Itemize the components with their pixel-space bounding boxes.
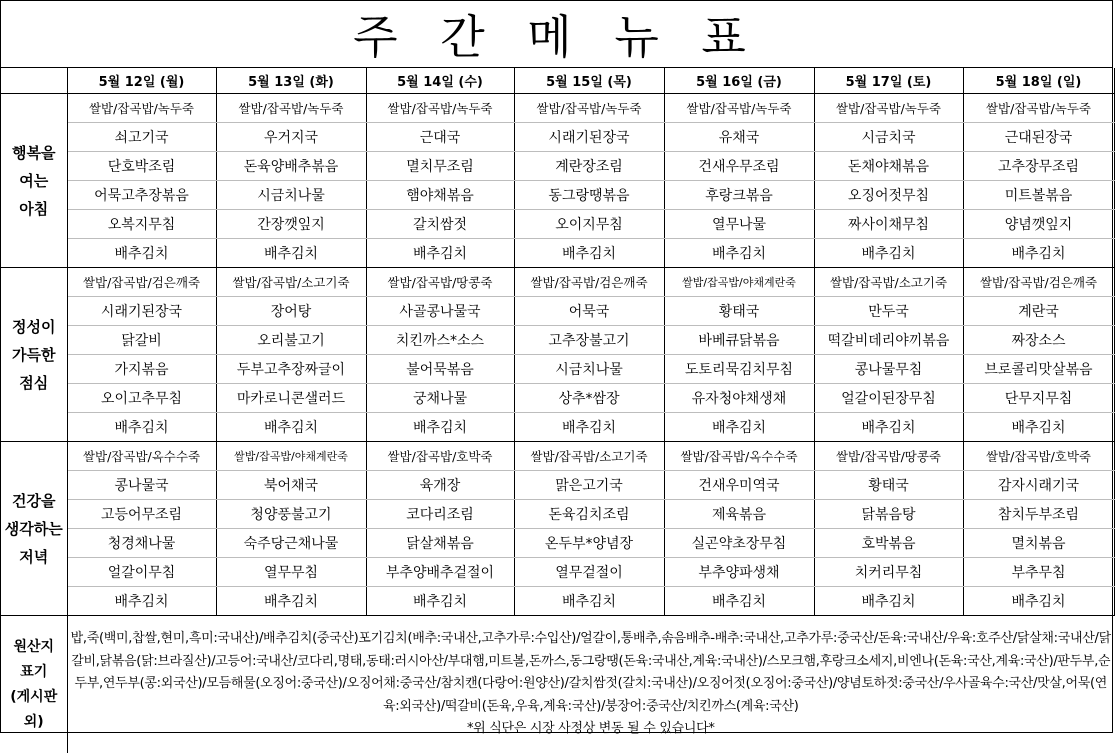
menu-item: 어묵고추장볶음 xyxy=(67,181,216,210)
menu-item: 배추김치 xyxy=(963,413,1114,442)
grain-porridge-item: 쌀밥/잡곡밥/야채계란죽 xyxy=(216,442,366,471)
grain-porridge-item: 쌀밥/잡곡밥/검은깨죽 xyxy=(963,268,1114,297)
menu-item: 돈육양배추볶음 xyxy=(216,152,366,181)
menu-item: 배추김치 xyxy=(216,239,366,268)
menu-item: 청양풍불고기 xyxy=(216,500,366,529)
menu-item: 닭살채볶음 xyxy=(366,529,514,558)
menu-item: 미트볼볶음 xyxy=(963,181,1114,210)
lunch-row xyxy=(1,413,1114,442)
menu-item: 배추김치 xyxy=(366,413,514,442)
menu-item: 호박볶음 xyxy=(814,529,963,558)
day-header: 5월 14일 (수) xyxy=(366,68,514,94)
meal-label-line: 여는 xyxy=(1,167,67,195)
menu-item: 오이고추무침 xyxy=(67,384,216,413)
day-header: 5월 17일 (토) xyxy=(814,68,963,94)
menu-item: 얼갈이무침 xyxy=(67,558,216,587)
menu-item: 짜사이채무침 xyxy=(814,210,963,239)
menu-item: 돈육김치조림 xyxy=(514,500,664,529)
origin-label-line: 외) xyxy=(1,710,67,735)
grain-porridge-item: 쌀밥/잡곡밥/소고기죽 xyxy=(514,442,664,471)
day-header: 5월 15일 (목) xyxy=(514,68,664,94)
menu-item: 유자청야채생채 xyxy=(664,384,814,413)
grain-porridge-item: 쌀밥/잡곡밥/야채계란죽 xyxy=(664,268,814,297)
menu-item: 바베큐닭볶음 xyxy=(664,326,814,355)
dinner-row xyxy=(1,442,1114,471)
menu-item: 멸치무조림 xyxy=(366,152,514,181)
header-corner xyxy=(1,68,67,94)
grain-porridge-item: 쌀밥/잡곡밥/소고기죽 xyxy=(216,268,366,297)
grain-porridge-item: 쌀밥/잡곡밥/호박죽 xyxy=(366,442,514,471)
menu-item: 고추장불고기 xyxy=(514,326,664,355)
menu-item: 닭볶음탕 xyxy=(814,500,963,529)
menu-item: 얼갈이된장무침 xyxy=(814,384,963,413)
breakfast-label xyxy=(1,94,67,268)
menu-item: 배추김치 xyxy=(366,587,514,616)
day-header-row xyxy=(1,68,1114,94)
menu-table xyxy=(1,68,1115,753)
menu-item: 배추김치 xyxy=(963,239,1114,268)
origin-row xyxy=(1,616,1114,753)
menu-item: 건새우무조림 xyxy=(664,152,814,181)
breakfast-row xyxy=(1,210,1114,239)
origin-info xyxy=(67,616,1114,753)
menu-item: 짜장소스 xyxy=(963,326,1114,355)
menu-item: 육개장 xyxy=(366,471,514,500)
menu-item: 근대국 xyxy=(366,123,514,152)
menu-item: 근대된장국 xyxy=(963,123,1114,152)
grain-porridge-item: 쌀밥/잡곡밥/녹두죽 xyxy=(216,94,366,123)
meal-label-line: 건강을 xyxy=(1,487,67,515)
menu-item: 치커리무침 xyxy=(814,558,963,587)
menu-item: 만두국 xyxy=(814,297,963,326)
menu-item: 황태국 xyxy=(814,471,963,500)
origin-text: 밥,죽(백미,찹쌀,현미,흑미:국내산)/배추김치(중국산)포기김치(배추:국내산,고추가루:수입산)/얼갈이,통배추,솎음배추-배추:국내산,고추가루:중국산/돈육:국내산/우육:호주산/닭살채:국내산/닭갈비,닭볶음(닭:브라질산)/고등어:국내산/코다리,명태,동태:러시아산/부대햄,미트볼,돈까스,동그랑땡(돈육:국내산,계육:국내산)/스모크햄,후랑크소세지,비엔나(돈육:국산,계육:국산)/판두부,순두부,연두부(콩:외국산)/모듬해물(오징어:중국산)/오징어채:중국산/참치캔(다랑어:원양산)/갈치쌈젓(갈치:국내산)/오징어젓(오징어:중국산)/양념토하젓:중국산/우사골육수:국산/맛살,어묵(연육:외국산)/떡갈비(돈육,우육,계육:국산)/붕장어:중국산/치킨까스(계육:국산) xyxy=(70,628,1113,718)
grain-porridge-item: 쌀밥/잡곡밥/땅콩죽 xyxy=(814,442,963,471)
menu-item: 배추김치 xyxy=(514,413,664,442)
grain-porridge-item: 쌀밥/잡곡밥/녹두죽 xyxy=(963,94,1114,123)
menu-item: 시금치국 xyxy=(814,123,963,152)
dinner-row xyxy=(1,471,1114,500)
menu-item: 동그랑땡볶음 xyxy=(514,181,664,210)
grain-porridge-item: 쌀밥/잡곡밥/검은깨죽 xyxy=(67,268,216,297)
menu-item: 북어채국 xyxy=(216,471,366,500)
menu-item: 고등어무조림 xyxy=(67,500,216,529)
menu-item: 청경채나물 xyxy=(67,529,216,558)
meal-label-line: 아침 xyxy=(1,195,67,223)
menu-item: 닭갈비 xyxy=(67,326,216,355)
menu-item: 멸치볶음 xyxy=(963,529,1114,558)
menu-item: 쇠고기국 xyxy=(67,123,216,152)
menu-item: 계란국 xyxy=(963,297,1114,326)
lunch-row xyxy=(1,297,1114,326)
menu-item: 제육볶음 xyxy=(664,500,814,529)
origin-label xyxy=(1,616,67,753)
menu-item: 햄야채볶음 xyxy=(366,181,514,210)
dinner-row xyxy=(1,558,1114,587)
grain-porridge-item: 쌀밥/잡곡밥/호박죽 xyxy=(963,442,1114,471)
grain-porridge-item: 쌀밥/잡곡밥/땅콩죽 xyxy=(366,268,514,297)
menu-item: 배추김치 xyxy=(664,413,814,442)
origin-label-line: 원산지 xyxy=(1,635,67,660)
day-header: 5월 16일 (금) xyxy=(664,68,814,94)
menu-item: 단무지무침 xyxy=(963,384,1114,413)
menu-item: 오이지무침 xyxy=(514,210,664,239)
dinner-row xyxy=(1,587,1114,616)
menu-item: 돈채야채볶음 xyxy=(814,152,963,181)
menu-item: 궁채나물 xyxy=(366,384,514,413)
menu-item: 배추김치 xyxy=(664,239,814,268)
lunch-row xyxy=(1,384,1114,413)
grain-porridge-item: 쌀밥/잡곡밥/옥수수죽 xyxy=(67,442,216,471)
menu-item: 열무겉절이 xyxy=(514,558,664,587)
grain-porridge-item: 쌀밥/잡곡밥/녹두죽 xyxy=(366,94,514,123)
menu-item: 간장깻잎지 xyxy=(216,210,366,239)
menu-item: 불어묵볶음 xyxy=(366,355,514,384)
menu-item: 치킨까스*소스 xyxy=(366,326,514,355)
menu-item: 장어탕 xyxy=(216,297,366,326)
menu-item: 배추김치 xyxy=(814,587,963,616)
menu-item: 배추김치 xyxy=(514,239,664,268)
menu-change-notice: *위 식단은 시장 사정상 변동 될 수 있습니다* xyxy=(70,718,1113,741)
menu-item: 열무무침 xyxy=(216,558,366,587)
menu-item: 숙주당근채나물 xyxy=(216,529,366,558)
menu-item: 배추김치 xyxy=(814,413,963,442)
menu-item: 콩나물국 xyxy=(67,471,216,500)
meal-label-line: 저녁 xyxy=(1,543,67,571)
origin-label-line: (게시판 xyxy=(1,685,67,710)
meal-label-line: 가득한 xyxy=(1,341,67,369)
lunch-row xyxy=(1,326,1114,355)
page-title: 주 간 메 뉴 표 xyxy=(1,1,1112,68)
meal-label-line: 행복을 xyxy=(1,139,67,167)
breakfast-row xyxy=(1,239,1114,268)
grain-porridge-item: 쌀밥/잡곡밥/소고기죽 xyxy=(814,268,963,297)
menu-item: 온두부*양념장 xyxy=(514,529,664,558)
menu-item: 배추김치 xyxy=(514,587,664,616)
breakfast-row xyxy=(1,94,1114,123)
lunch-label xyxy=(1,268,67,442)
menu-item: 황태국 xyxy=(664,297,814,326)
menu-item: 배추김치 xyxy=(67,587,216,616)
grain-porridge-item: 쌀밥/잡곡밥/녹두죽 xyxy=(814,94,963,123)
menu-item: 참치두부조림 xyxy=(963,500,1114,529)
meal-label-line: 생각하는 xyxy=(1,515,67,543)
menu-item: 브로콜리맛살볶음 xyxy=(963,355,1114,384)
menu-item: 고추장무조림 xyxy=(963,152,1114,181)
menu-item: 배추김치 xyxy=(664,587,814,616)
menu-item: 부추양배추겉절이 xyxy=(366,558,514,587)
menu-item: 상추*쌈장 xyxy=(514,384,664,413)
grain-porridge-item: 쌀밥/잡곡밥/녹두죽 xyxy=(67,94,216,123)
breakfast-row xyxy=(1,181,1114,210)
breakfast-row xyxy=(1,152,1114,181)
menu-item: 우거지국 xyxy=(216,123,366,152)
menu-item: 시금치나물 xyxy=(514,355,664,384)
menu-item: 떡갈비데리야끼볶음 xyxy=(814,326,963,355)
menu-item: 도토리묵김치무침 xyxy=(664,355,814,384)
grain-porridge-item: 쌀밥/잡곡밥/녹두죽 xyxy=(514,94,664,123)
meal-label-line: 점심 xyxy=(1,369,67,397)
menu-item: 열무나물 xyxy=(664,210,814,239)
menu-item: 배추김치 xyxy=(67,413,216,442)
menu-item: 어묵국 xyxy=(514,297,664,326)
lunch-row xyxy=(1,355,1114,384)
grain-porridge-item: 쌀밥/잡곡밥/옥수수죽 xyxy=(664,442,814,471)
menu-item: 코다리조림 xyxy=(366,500,514,529)
menu-item: 단호박조림 xyxy=(67,152,216,181)
origin-label-line: 표기 xyxy=(1,660,67,685)
menu-item: 맑은고기국 xyxy=(514,471,664,500)
menu-item: 콩나물무침 xyxy=(814,355,963,384)
menu-item: 시래기된장국 xyxy=(514,123,664,152)
menu-item: 오복지무침 xyxy=(67,210,216,239)
menu-item: 감자시래기국 xyxy=(963,471,1114,500)
breakfast-row xyxy=(1,123,1114,152)
menu-item: 배추김치 xyxy=(366,239,514,268)
menu-item: 부추무침 xyxy=(963,558,1114,587)
menu-item: 배추김치 xyxy=(814,239,963,268)
menu-item: 사골콩나물국 xyxy=(366,297,514,326)
dinner-row xyxy=(1,529,1114,558)
grain-porridge-item: 쌀밥/잡곡밥/검은깨죽 xyxy=(514,268,664,297)
menu-item: 시래기된장국 xyxy=(67,297,216,326)
menu-item: 배추김치 xyxy=(216,587,366,616)
lunch-row xyxy=(1,268,1114,297)
menu-item: 실곤약초장무침 xyxy=(664,529,814,558)
day-header: 5월 18일 (일) xyxy=(963,68,1114,94)
menu-item: 가지볶음 xyxy=(67,355,216,384)
dinner-label xyxy=(1,442,67,616)
menu-item: 배추김치 xyxy=(963,587,1114,616)
menu-item: 후랑크볶음 xyxy=(664,181,814,210)
menu-item: 배추김치 xyxy=(216,413,366,442)
menu-item: 두부고추장짜글이 xyxy=(216,355,366,384)
grain-porridge-item: 쌀밥/잡곡밥/녹두죽 xyxy=(664,94,814,123)
menu-item: 시금치나물 xyxy=(216,181,366,210)
menu-item: 계란장조림 xyxy=(514,152,664,181)
day-header: 5월 13일 (화) xyxy=(216,68,366,94)
day-header: 5월 12일 (월) xyxy=(67,68,216,94)
menu-item: 건새우미역국 xyxy=(664,471,814,500)
menu-item: 마카로니콘샐러드 xyxy=(216,384,366,413)
menu-item: 갈치쌈젓 xyxy=(366,210,514,239)
menu-item: 배추김치 xyxy=(67,239,216,268)
menu-item: 오리불고기 xyxy=(216,326,366,355)
menu-item: 양념깻잎지 xyxy=(963,210,1114,239)
menu-item: 부추양파생채 xyxy=(664,558,814,587)
meal-label-line: 정성이 xyxy=(1,313,67,341)
dinner-row xyxy=(1,500,1114,529)
menu-item: 유채국 xyxy=(664,123,814,152)
menu-item: 오징어젓무침 xyxy=(814,181,963,210)
